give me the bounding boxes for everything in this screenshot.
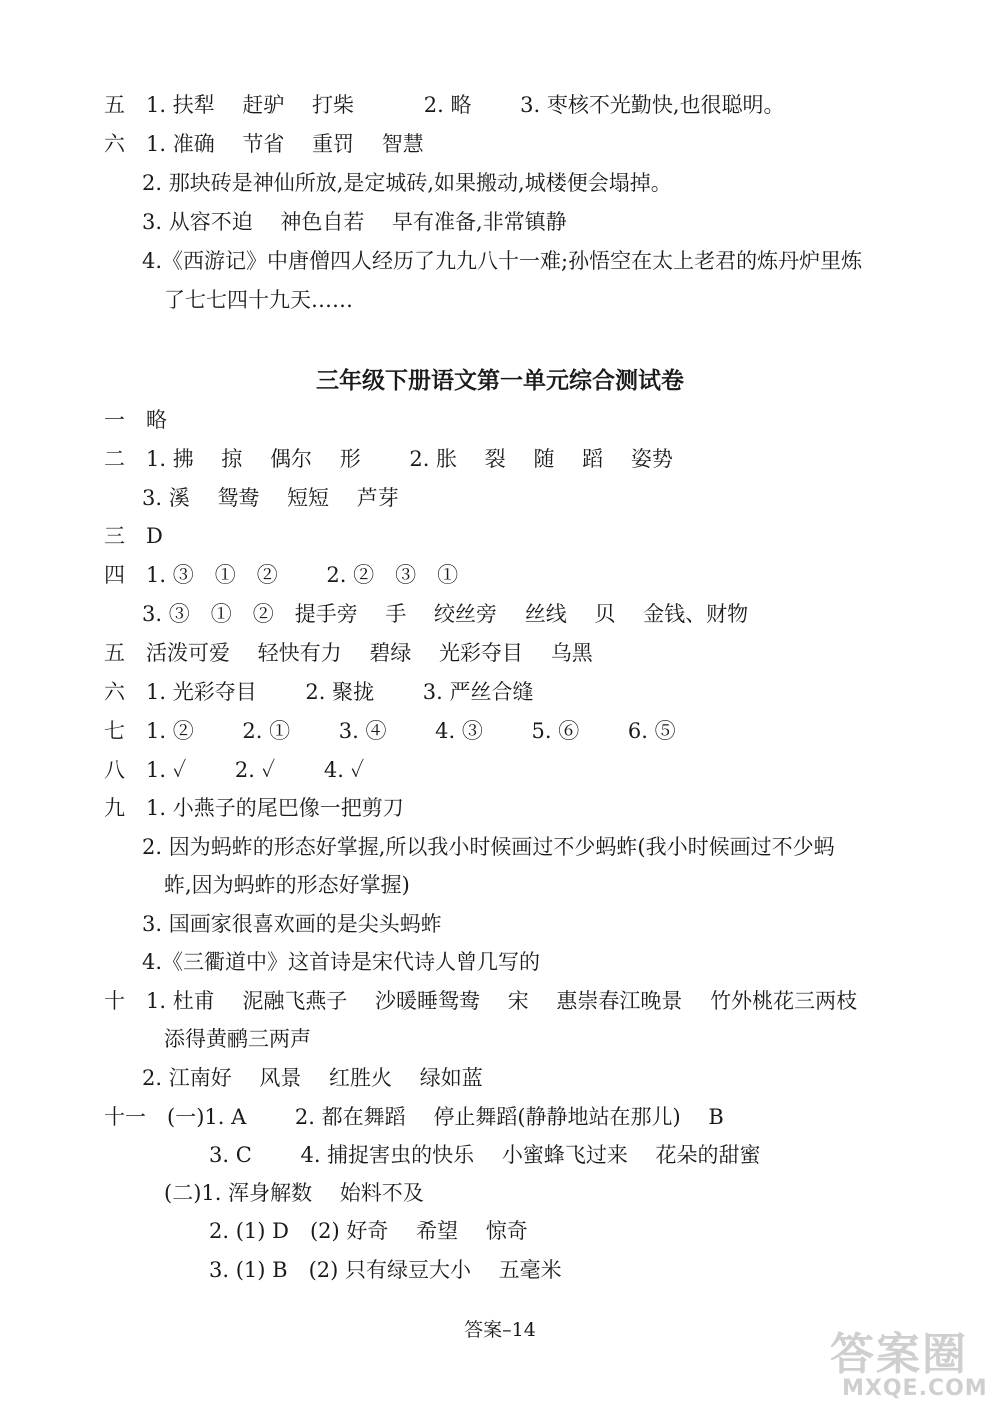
answer-line-3: 三 D — [104, 524, 163, 548]
answer-line-11: 十一 (一)1. A 2. 都在舞蹈 停止舞蹈(静静地站在那儿) B — [104, 1105, 724, 1129]
answer-line-7: 七 1. ② 2. ① 3. ④ 4. ③ 5. ⑥ 6. ⑤ — [104, 719, 676, 743]
section-title: 三年级下册语文第一单元综合测试卷 — [316, 368, 684, 394]
answer-line-11-part2-2: 2. (1) D (2) 好奇 希望 惊奇 — [209, 1219, 528, 1243]
answer-line-6-2: 2. 那块砖是神仙所放,是定城砖,如果搬动,城楼便会塌掉。 — [142, 171, 672, 195]
answer-line-10-cont: 添得黄鹂三两声 — [164, 1027, 311, 1051]
answer-line-10-2: 2. 江南好 风景 红胜火 绿如蓝 — [142, 1066, 483, 1090]
answer-line-10: 十 1. 杜甫 泥融飞燕子 沙暖睡鸳鸯 宋 惠崇春江晚景 竹外桃花三两枝 — [104, 989, 858, 1013]
page-footer: 答案–14 — [464, 1319, 536, 1341]
answer-line-4: 四 1. ③ ① ② 2. ② ③ ① — [104, 563, 459, 587]
answer-line-2: 二 1. 拂 掠 偶尔 形 2. 胀 裂 随 蹈 姿势 — [104, 447, 673, 471]
answer-line-6: 六 1. 准确 节省 重罚 智慧 — [104, 132, 424, 156]
answer-line-6-4: 4.《西游记》中唐僧四人经历了九九八十一难;孙悟空在太上老君的炼丹炉里炼 — [142, 249, 863, 273]
answer-line-8: 八 1. ✓ 2. ✓ 4. ✓ — [104, 758, 365, 782]
answer-line-4-3: 3. ③ ① ② 提手旁 手 绞丝旁 丝线 贝 金钱、财物 — [142, 602, 749, 626]
answer-line-9: 九 1. 小燕子的尾巴像一把剪刀 — [104, 796, 404, 820]
answer-line-9-3: 3. 国画家很喜欢画的是尖头蚂蚱 — [142, 912, 442, 936]
answer-line-5b: 五 活泼可爱 轻快有力 碧绿 光彩夺目 乌黑 — [104, 641, 593, 665]
answer-line-6-4-cont: 了七七四十九天…… — [164, 288, 353, 312]
answer-line-6b: 六 1. 光彩夺目 2. 聚拢 3. 严丝合缝 — [104, 680, 534, 704]
answer-line-9-2: 2. 因为蚂蚱的形态好掌握,所以我小时候画过不少蚂蚱(我小时候画过不少蚂 — [142, 835, 835, 859]
watermark-sub: MXQE.COM — [842, 1376, 988, 1401]
answer-line-11-part2-3: 3. (1) B (2) 只有绿豆大小 五毫米 — [209, 1258, 562, 1282]
answer-line-2-3: 3. 溪 鸳鸯 短短 芦芽 — [142, 486, 399, 510]
watermark-logo — [830, 1318, 990, 1408]
answer-line-9-4: 4.《三衢道中》这首诗是宋代诗人曾几写的 — [142, 950, 541, 974]
answer-line-11-3: 3. C 4. 捕捉害虫的快乐 小蜜蜂飞过来 花朵的甜蜜 — [209, 1143, 761, 1167]
answer-line-1: 一 略 — [104, 408, 167, 432]
answer-line-5: 五 1. 扶犁 赶驴 打柴 2. 略 3. 枣核不光勤快,也很聪明。 — [104, 93, 785, 117]
answer-line-9-2-cont: 蚱,因为蚂蚱的形态好掌握) — [164, 873, 410, 897]
watermark-main: 答案圈 — [830, 1329, 968, 1380]
answer-line-6-3: 3. 从容不迫 神色自若 早有准备,非常镇静 — [142, 210, 567, 234]
answer-line-11-part2: (二)1. 浑身解数 始料不及 — [164, 1181, 424, 1205]
